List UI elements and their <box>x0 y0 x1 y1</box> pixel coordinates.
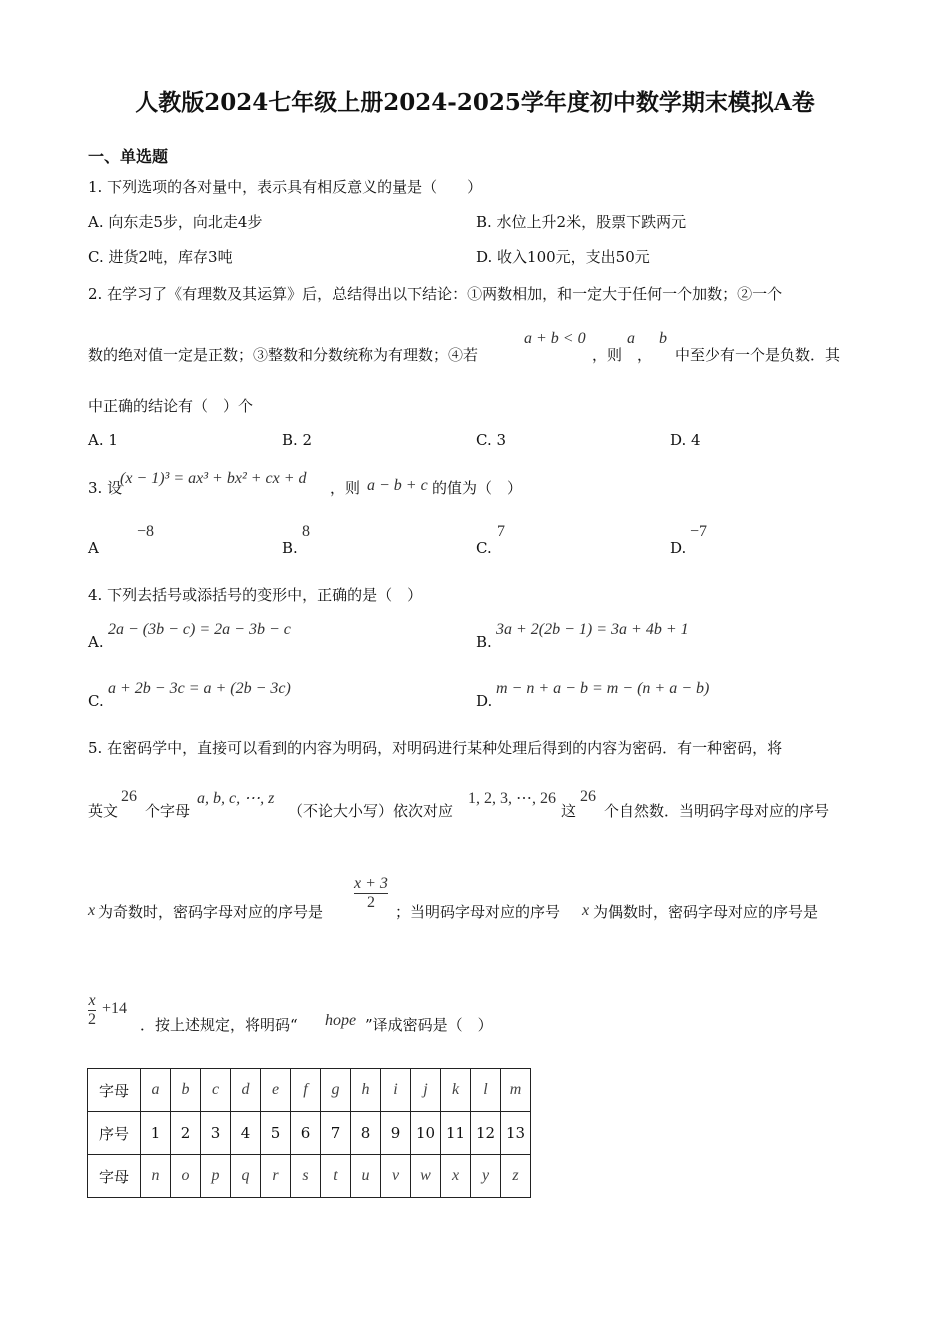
table-cell: 3 <box>201 1112 231 1155</box>
question-1-option-c: C. 进货2吨，库存3吨 <box>88 248 233 266</box>
table-row-letters-2 <box>88 1155 531 1198</box>
question-1-option-a: A. 向东走5步，向北走4步 <box>88 213 263 231</box>
table-cell: n <box>141 1155 171 1198</box>
table-cell: h <box>351 1069 381 1112</box>
page-title: 人教版2024七年级上册2024-2025学年度初中数学期末模拟A卷 <box>135 89 815 116</box>
table-cell: 10 <box>411 1112 441 1155</box>
question-4-option-a-formula: 2a − (3b − c) = 2a − 3b − c <box>108 621 291 638</box>
table-cell: b <box>171 1069 201 1112</box>
question-4-option-a-label: A. <box>88 633 104 651</box>
question-5-line-2b: 个字母 <box>145 802 191 820</box>
question-5-line-2d: 这 <box>561 802 577 820</box>
question-5-numbers: 1, 2, 3, ⋯, 26 <box>468 790 556 807</box>
question-2-line-1: 2. 在学习了《有理数及其运算》后，总结得出以下结论：①两数相加，和一定大于任何一个加数；②一个 <box>88 285 783 303</box>
table-cell: 13 <box>501 1112 531 1155</box>
table-cell: l <box>471 1069 501 1112</box>
question-4-option-c-formula: a + 2b − 3c = a + (2b − 3c) <box>108 680 291 697</box>
table-cell: 5 <box>261 1112 291 1155</box>
question-5-line-2a: 英文 <box>88 802 119 820</box>
question-3-suffix: 的值为（ ） <box>432 479 523 497</box>
table-header-letter: 字母 <box>88 1069 141 1112</box>
question-3-option-d-value: −7 <box>690 523 708 540</box>
question-3-mid: ，则 <box>330 479 361 497</box>
question-5-letters: a, b, c, ⋯, z <box>197 790 275 807</box>
even-fraction-numerator: x <box>88 992 96 1009</box>
odd-fraction-denominator: 2 <box>366 894 375 911</box>
even-fraction-denominator: 2 <box>88 1011 96 1028</box>
table-cell: o <box>171 1155 201 1198</box>
question-3-equation: (x − 1)³ = ax³ + bx² + cx + d <box>120 470 307 487</box>
question-2-line-2c: 中至少有一个是负数．其 <box>675 346 841 364</box>
question-4-option-b-label: B. <box>476 633 492 651</box>
question-4-option-d-label: D. <box>476 692 493 710</box>
question-5-line-3b: ；当明码字母对应的序号 <box>395 903 561 921</box>
question-3-option-c-label: C. <box>476 539 492 557</box>
question-2-line-2b: ，则 <box>592 346 623 364</box>
table-cell: t <box>321 1155 351 1198</box>
table-cell: a <box>141 1069 171 1112</box>
question-5-odd-fraction <box>354 875 388 912</box>
table-row-numbers <box>88 1112 531 1155</box>
table-cell: c <box>201 1069 231 1112</box>
question-5-line-2c: （不论大小写）依次对应 <box>288 802 454 820</box>
question-3-option-c-value: 7 <box>497 523 505 540</box>
question-2-option-c: C. 3 <box>476 431 507 449</box>
table-cell: u <box>351 1155 381 1198</box>
table-cell: k <box>441 1069 471 1112</box>
question-5-number-26-b: 26 <box>580 788 596 805</box>
table-cell: 2 <box>171 1112 201 1155</box>
question-5-line-1: 5. 在密码学中，直接可以看到的内容为明码，对明码进行某种处理后得到的内容为密码．有一种密码，将 <box>88 739 783 757</box>
question-5-var-x-2: x <box>582 902 590 919</box>
question-2-var-a: a <box>627 330 635 347</box>
question-5-plus-14: +14 <box>102 1000 128 1017</box>
table-cell: v <box>381 1155 411 1198</box>
table-cell: 8 <box>351 1112 381 1155</box>
question-2-condition: a + b < 0 <box>524 330 586 347</box>
table-cell: 1 <box>141 1112 171 1155</box>
table-cell: j <box>411 1069 441 1112</box>
table-cell: 9 <box>381 1112 411 1155</box>
table-cell: x <box>441 1155 471 1198</box>
question-4-stem: 4. 下列去括号或添括号的变形中，正确的是（ ） <box>88 586 423 604</box>
table-cell: i <box>381 1069 411 1112</box>
table-cell: 12 <box>471 1112 501 1155</box>
question-1-option-b: B. 水位上升2米，股票下跌两元 <box>476 213 687 231</box>
question-2-comma: ， <box>637 346 653 364</box>
question-2-line-3: 中正确的结论有（ ）个 <box>88 397 254 415</box>
question-5-even-fraction <box>88 992 96 1029</box>
question-1-option-d: D. 收入100元，支出50元 <box>476 248 650 266</box>
table-cell: w <box>411 1155 441 1198</box>
question-3-option-a-label: A <box>88 539 99 557</box>
question-5-word: hope <box>325 1012 357 1029</box>
question-5-line-4b: ”译成密码是（ ） <box>365 1016 493 1034</box>
cipher-table <box>87 1068 531 1198</box>
table-cell: e <box>261 1069 291 1112</box>
table-cell: z <box>501 1155 531 1198</box>
table-cell: q <box>231 1155 261 1198</box>
table-cell: 7 <box>321 1112 351 1155</box>
table-cell: 11 <box>441 1112 471 1155</box>
question-3-option-a-value: −8 <box>137 523 155 540</box>
question-3-option-b-label: B. <box>282 539 298 557</box>
question-2-line-2a: 数的绝对值一定是正数；③整数和分数统称为有理数；④若 <box>88 346 479 364</box>
question-5-line-3a: 为奇数时，密码字母对应的序号是 <box>98 903 324 921</box>
question-5-line-3c: 为偶数时，密码字母对应的序号是 <box>593 903 819 921</box>
question-4-option-d-formula: m − n + a − b = m − (n + a − b) <box>496 680 710 697</box>
question-2-option-d: D. 4 <box>670 431 701 449</box>
question-3-prefix: 3. 设 <box>88 479 123 497</box>
question-5-number-26: 26 <box>121 788 137 805</box>
question-3-option-d-label: D. <box>670 539 687 557</box>
table-cell: 4 <box>231 1112 261 1155</box>
question-5-line-4a: ．按上述规定，将明码“ <box>140 1016 298 1034</box>
question-2-var-b: b <box>659 330 667 347</box>
table-cell: p <box>201 1155 231 1198</box>
table-header-number: 序号 <box>88 1112 141 1155</box>
section-heading: 一、单选题 <box>88 147 169 166</box>
question-2-option-b: B. 2 <box>282 431 313 449</box>
table-row-letters-1 <box>88 1069 531 1112</box>
table-cell: 6 <box>291 1112 321 1155</box>
question-3-expression: a − b + c <box>367 477 428 494</box>
question-5-line-2e: 个自然数．当明码字母对应的序号 <box>604 802 830 820</box>
table-cell: m <box>501 1069 531 1112</box>
table-cell: s <box>291 1155 321 1198</box>
table-header-letter: 字母 <box>88 1155 141 1198</box>
question-4-option-b-formula: 3a + 2(2b − 1) = 3a + 4b + 1 <box>496 621 689 638</box>
table-cell: d <box>231 1069 261 1112</box>
table-cell: g <box>321 1069 351 1112</box>
question-5-var-x: x <box>88 902 96 919</box>
question-3-option-b-value: 8 <box>302 523 310 540</box>
question-2-option-a: A. 1 <box>88 431 118 449</box>
table-cell: y <box>471 1155 501 1198</box>
table-cell: f <box>291 1069 321 1112</box>
table-cell: r <box>261 1155 291 1198</box>
question-4-option-c-label: C. <box>88 692 104 710</box>
odd-fraction-numerator: x + 3 <box>354 875 388 892</box>
question-1-stem: 1. 下列选项的各对量中，表示具有相反意义的量是（ ） <box>88 178 483 196</box>
